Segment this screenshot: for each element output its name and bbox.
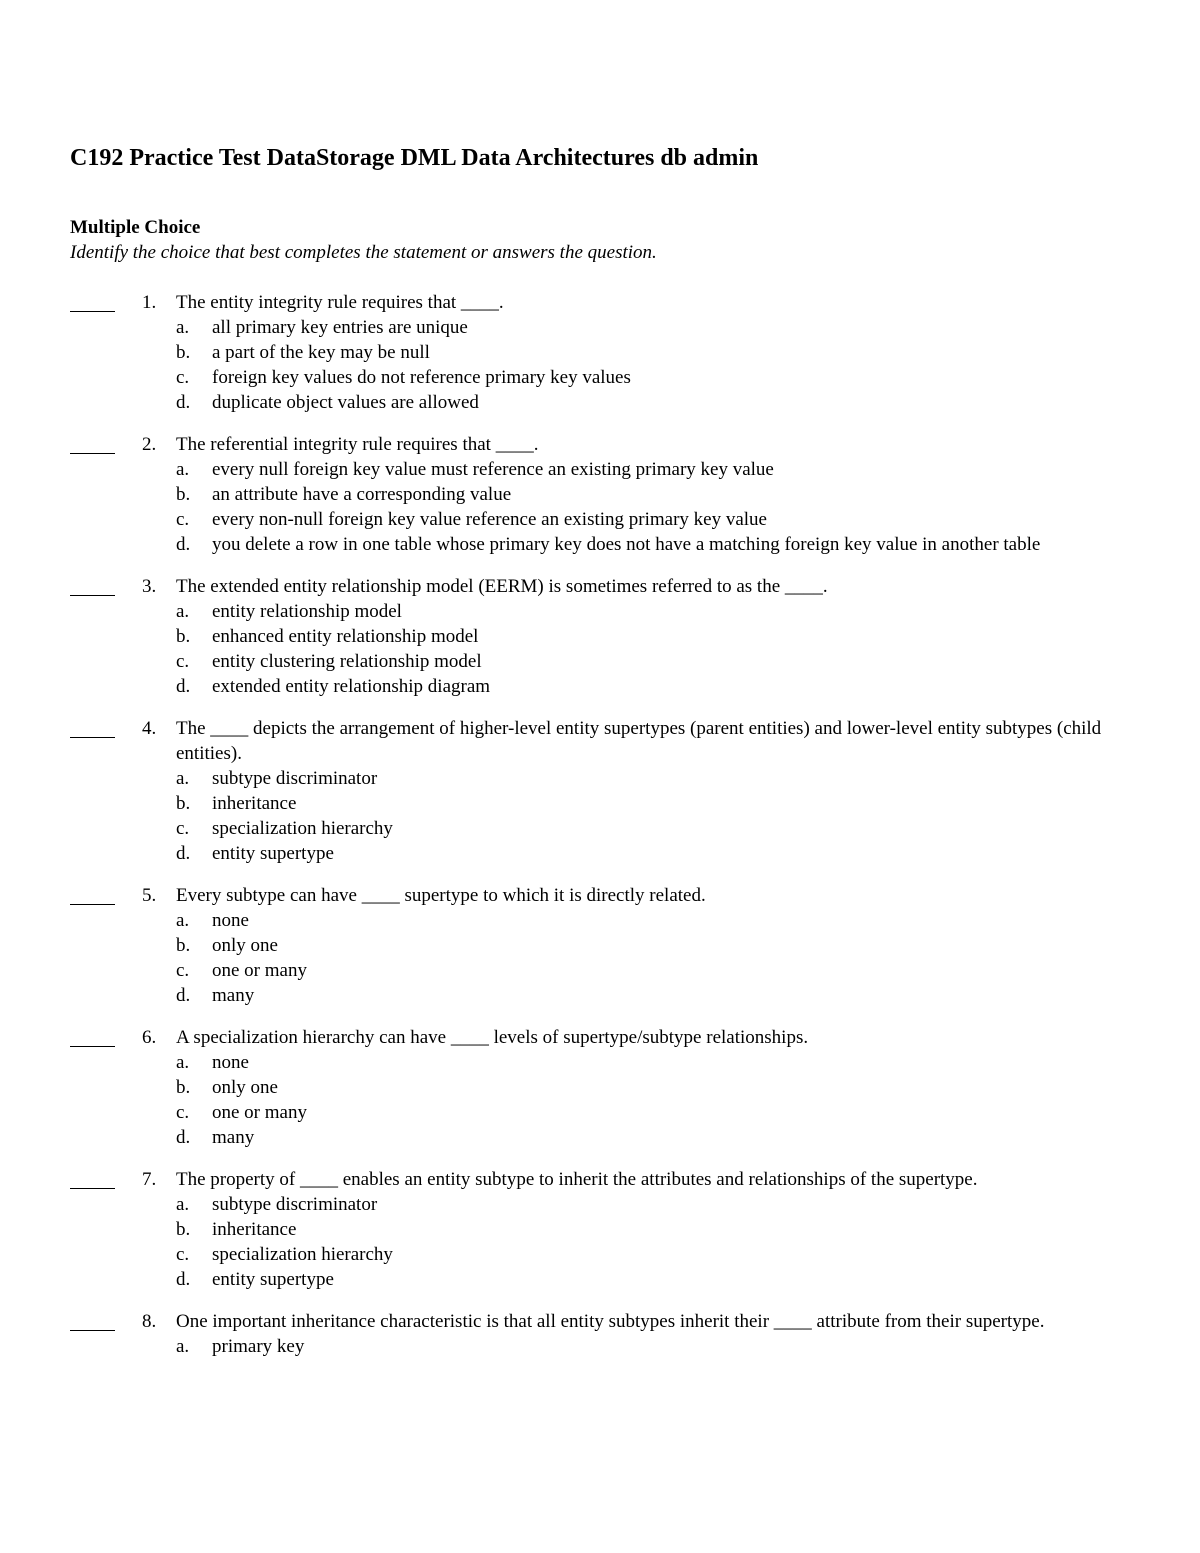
choice-letter: a. (176, 601, 190, 622)
answer-blank[interactable] (70, 432, 115, 454)
question-item (70, 1025, 1130, 1150)
question-body (176, 1025, 1130, 1150)
question-number: 1. (142, 292, 157, 313)
choice-letter: c. (176, 509, 190, 530)
choice-letter: a. (176, 1336, 190, 1357)
choice-letter: a. (176, 1194, 190, 1215)
question-item (70, 716, 1130, 866)
question-body (176, 1309, 1130, 1359)
question-item (70, 883, 1130, 1008)
answer-blank[interactable] (70, 1025, 115, 1047)
choice-letter: d. (176, 985, 191, 1006)
answer-choice (176, 791, 1130, 816)
choice-letter: d. (176, 392, 191, 413)
choice-text: only one (212, 935, 278, 956)
choice-text: duplicate object values are allowed (212, 392, 479, 413)
choice-text: only one (212, 1077, 278, 1098)
question-number: 6. (142, 1027, 157, 1048)
choice-letter: a. (176, 317, 190, 338)
answer-choice (176, 1100, 1130, 1125)
answer-choice (176, 1125, 1130, 1150)
question-number: 5. (142, 885, 157, 906)
choice-text: specialization hierarchy (212, 1244, 393, 1265)
choice-letter: b. (176, 626, 191, 647)
answer-choice (176, 958, 1130, 983)
answer-blank[interactable] (70, 1309, 115, 1331)
answer-choice (176, 315, 1130, 340)
question-item (70, 1309, 1130, 1359)
answer-choice (176, 365, 1130, 390)
choice-list (176, 1334, 1130, 1359)
answer-choice (176, 624, 1130, 649)
choice-text: entity supertype (212, 1269, 334, 1290)
answer-blank[interactable] (70, 574, 115, 596)
choice-text: foreign key values do not reference primary key values (212, 367, 631, 388)
choice-list (176, 457, 1130, 557)
choice-letter: d. (176, 534, 191, 555)
choice-letter: c. (176, 818, 190, 839)
choice-list (176, 766, 1130, 866)
answer-choice (176, 816, 1130, 841)
question-item (70, 290, 1130, 415)
answer-choice (176, 1075, 1130, 1100)
choice-text: every non-null foreign key value reference an existing primary key value (212, 509, 767, 530)
answer-blank[interactable] (70, 716, 115, 738)
choice-text: a part of the key may be null (212, 342, 430, 363)
answer-choice (176, 841, 1130, 866)
question-body (176, 1167, 1130, 1292)
choice-letter: d. (176, 1127, 191, 1148)
answer-choice (176, 983, 1130, 1008)
choice-text: none (212, 910, 249, 931)
answer-choice (176, 1267, 1130, 1292)
choice-text: none (212, 1052, 249, 1073)
answer-choice (176, 674, 1130, 699)
question-stem: Every subtype can have ____ supertype to which it is directly related. (176, 885, 706, 906)
answer-blank[interactable] (70, 1167, 115, 1189)
answer-choice (176, 507, 1130, 532)
choice-letter: c. (176, 1244, 190, 1265)
answer-choice (176, 908, 1130, 933)
choice-text: inheritance (212, 793, 297, 814)
question-body (176, 290, 1130, 415)
section-title: Multiple Choice (70, 217, 201, 238)
question-item (70, 432, 1130, 557)
choice-text: one or many (212, 960, 307, 981)
answer-choice (176, 649, 1130, 674)
question-number: 2. (142, 434, 157, 455)
question-body (176, 883, 1130, 1008)
choice-letter: a. (176, 1052, 190, 1073)
question-list (70, 290, 1130, 1359)
answer-choice (176, 532, 1130, 557)
answer-choice (176, 482, 1130, 507)
answer-choice (176, 1217, 1130, 1242)
choice-letter: b. (176, 793, 191, 814)
choice-text: entity supertype (212, 843, 334, 864)
choice-letter: b. (176, 1077, 191, 1098)
choice-letter: a. (176, 459, 190, 480)
answer-blank[interactable] (70, 883, 115, 905)
document-page (70, 142, 1130, 1376)
question-item (70, 1167, 1130, 1292)
choice-list (176, 1050, 1130, 1150)
choice-text: inheritance (212, 1219, 297, 1240)
answer-choice (176, 390, 1130, 415)
answer-choice (176, 1242, 1130, 1267)
choice-letter: c. (176, 651, 190, 672)
choice-letter: b. (176, 484, 191, 505)
question-stem: The property of ____ enables an entity subtype to inherit the attributes and relationships of the supertype. (176, 1169, 978, 1190)
choice-list (176, 315, 1130, 415)
choice-letter: c. (176, 367, 190, 388)
question-number: 8. (142, 1311, 157, 1332)
choice-list (176, 1192, 1130, 1292)
answer-blank[interactable] (70, 290, 115, 312)
question-number: 3. (142, 576, 157, 597)
choice-text: enhanced entity relationship model (212, 626, 479, 647)
choice-text: many (212, 985, 255, 1006)
choice-letter: b. (176, 342, 191, 363)
choice-letter: d. (176, 843, 191, 864)
answer-choice (176, 457, 1130, 482)
question-number: 7. (142, 1169, 157, 1190)
choice-text: every null foreign key value must reference an existing primary key value (212, 459, 774, 480)
choice-letter: a. (176, 768, 190, 789)
choice-text: primary key (212, 1336, 305, 1357)
choice-text: an attribute have a corresponding value (212, 484, 512, 505)
choice-letter: c. (176, 1102, 190, 1123)
choice-text: subtype discriminator (212, 768, 378, 789)
choice-letter: d. (176, 676, 191, 697)
section-instructions: Identify the choice that best completes the statement or answers the question. (70, 242, 657, 263)
question-body (176, 432, 1130, 557)
choice-list (176, 599, 1130, 699)
answer-choice (176, 599, 1130, 624)
choice-letter: a. (176, 910, 190, 931)
choice-letter: c. (176, 960, 190, 981)
choice-text: extended entity relationship diagram (212, 676, 491, 697)
answer-choice (176, 1050, 1130, 1075)
question-number: 4. (142, 718, 157, 739)
question-item (70, 574, 1130, 699)
question-stem: A specialization hierarchy can have ____ levels of supertype/subtype relationships. (176, 1027, 809, 1048)
choice-text: many (212, 1127, 255, 1148)
answer-choice (176, 766, 1130, 791)
answer-choice (176, 933, 1130, 958)
choice-text: you delete a row in one table whose primary key does not have a matching foreign key value in another table (212, 534, 1041, 555)
answer-choice (176, 340, 1130, 365)
question-stem: One important inheritance characteristic is that all entity subtypes inherit their ____ attribute from their supertype. (176, 1311, 1045, 1332)
question-stem: The ____ depicts the arrangement of higher-level entity supertypes (parent entities) and lower-level entity subtypes (child entities). (176, 718, 1102, 764)
question-stem: The extended entity relationship model (EERM) is sometimes referred to as the ____. (176, 576, 828, 597)
choice-text: specialization hierarchy (212, 818, 393, 839)
choice-text: one or many (212, 1102, 307, 1123)
answer-choice (176, 1192, 1130, 1217)
choice-letter: b. (176, 935, 191, 956)
question-body (176, 574, 1130, 699)
choice-text: entity relationship model (212, 601, 402, 622)
choice-letter: d. (176, 1269, 191, 1290)
document-title: C192 Practice Test DataStorage DML Data Architectures db admin (70, 145, 759, 171)
answer-choice (176, 1334, 1130, 1359)
choice-list (176, 908, 1130, 1008)
question-stem: The referential integrity rule requires that ____. (176, 434, 539, 455)
question-stem: The entity integrity rule requires that ____. (176, 292, 504, 313)
question-body (176, 716, 1130, 866)
choice-text: all primary key entries are unique (212, 317, 468, 338)
choice-text: entity clustering relationship model (212, 651, 482, 672)
choice-letter: b. (176, 1219, 191, 1240)
choice-text: subtype discriminator (212, 1194, 378, 1215)
